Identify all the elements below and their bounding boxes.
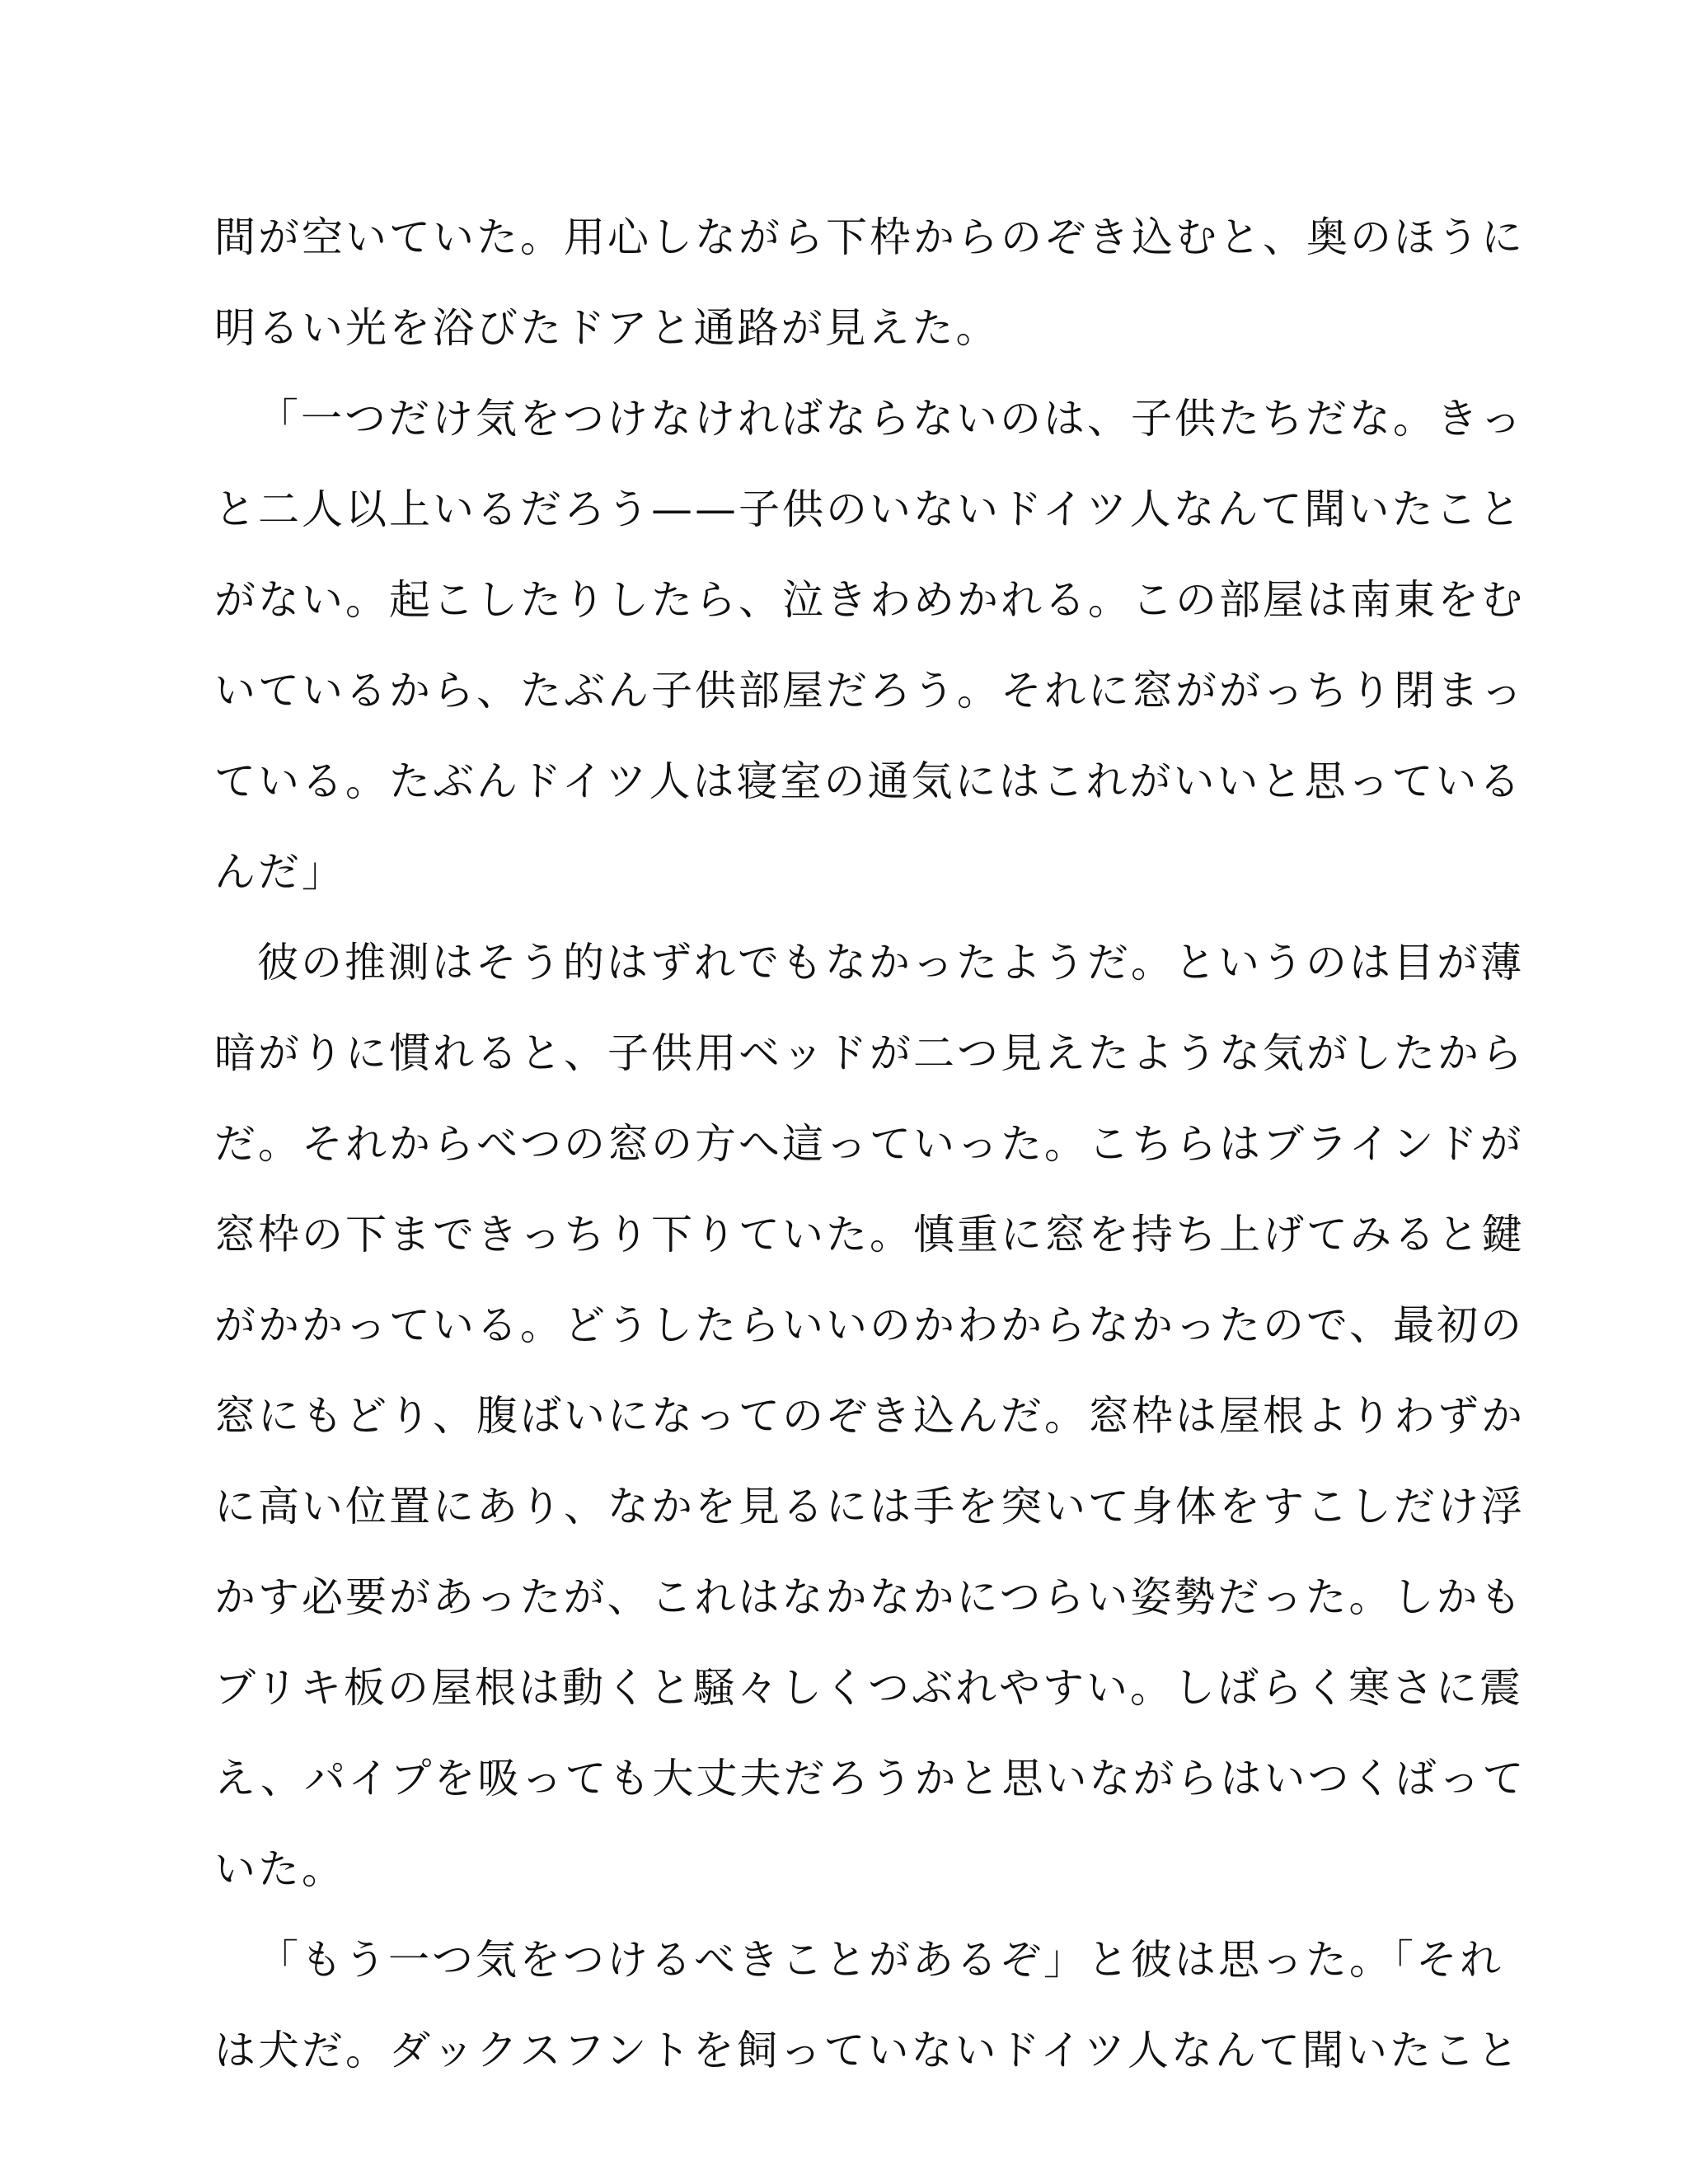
text-line: いているから、たぶん子供部屋だろう。それに窓ががっちり閉まっ bbox=[214, 667, 1525, 715]
text-line: 窓枠の下まできっちり下りていた。慎重に窓を持ち上げてみると鍵 bbox=[214, 1211, 1525, 1258]
text-line: 明るい光を浴びたドアと通路が見えた。 bbox=[214, 304, 1000, 352]
text-page bbox=[214, 204, 1526, 2108]
text-line: いた。 bbox=[214, 1845, 345, 1893]
text-line: 「もう一つ気をつけるべきことがあるぞ」と彼は思った。「それ bbox=[257, 1936, 1503, 1984]
text-line: だ。それからべつの窓の方へ這っていった。こちらはブラインドが bbox=[214, 1120, 1524, 1168]
text-line: 窓にもどり、腹ばいになってのぞき込んだ。窓枠は屋根よりわずか bbox=[214, 1392, 1525, 1440]
text-line: 暗がりに慣れると、子供用ベッドが二つ見えたような気がしたから bbox=[214, 1029, 1525, 1077]
text-line: がない。起こしたりしたら、泣きわめかれる。この部屋は南東をむ bbox=[214, 576, 1525, 624]
text-line: は犬だ。ダックスフントを飼っていないドイツ人なんて聞いたこと bbox=[214, 2027, 1521, 2074]
text-line: 「一つだけ気をつけなければならないのは、子供たちだな。きっ bbox=[257, 395, 1524, 443]
text-line: がかかっている。どうしたらいいのかわからなかったので、最初の bbox=[214, 1301, 1524, 1349]
text-line: んだ」 bbox=[214, 848, 345, 896]
text-line: ている。たぶんドイツ人は寝室の通気にはこれがいいと思っている bbox=[214, 757, 1523, 805]
text-line: 間が空いていた。用心しながら下枠からのぞき込むと、奥のほうに bbox=[214, 213, 1525, 261]
text-line: ブリキ板の屋根は動くと騒々しくつぶれやすい。しばらく寒さに震 bbox=[214, 1664, 1523, 1712]
text-line: かす必要があったが、これはなかなかにつらい姿勢だった。しかも bbox=[214, 1573, 1524, 1621]
text-line: え、パイプを吸っても大丈夫だろうかと思いながらはいつくばって bbox=[214, 1755, 1526, 1802]
text-line: に高い位置にあり、なかを見るには手を突いて身体をすこしだけ浮 bbox=[214, 1483, 1525, 1530]
text-line: 彼の推測はそう的はずれでもなかったようだ。というのは目が薄 bbox=[257, 939, 1524, 987]
text-line: と二人以上いるだろう——子供のいないドイツ人なんて聞いたこと bbox=[214, 485, 1523, 533]
